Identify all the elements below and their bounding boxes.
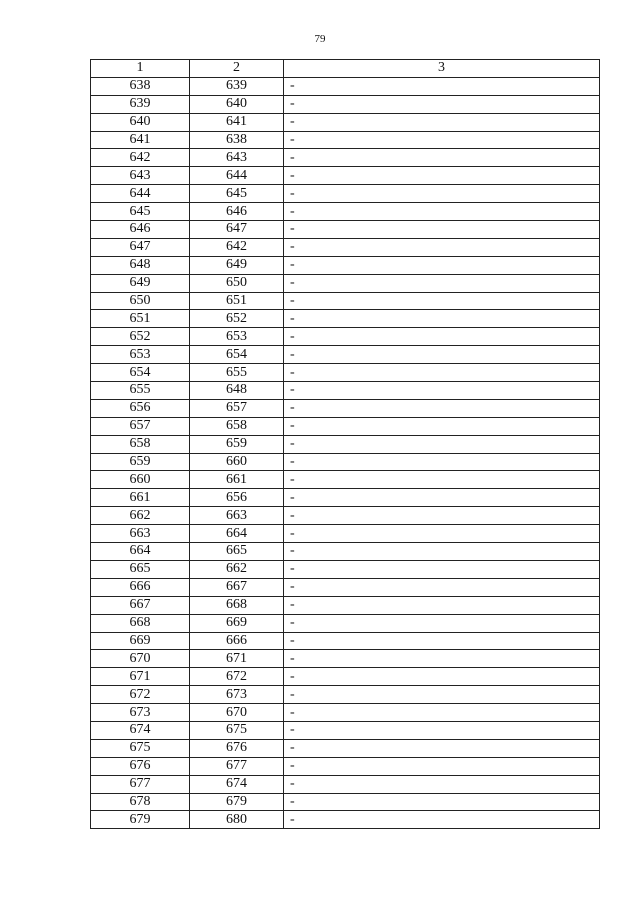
column-header-3: 3 bbox=[284, 60, 600, 78]
table-cell-col3: - bbox=[284, 578, 600, 596]
table-cell-col2: 680 bbox=[190, 811, 284, 829]
table-cell-col3: - bbox=[284, 292, 600, 310]
table-cell-col3: - bbox=[284, 471, 600, 489]
table-row bbox=[91, 596, 600, 614]
table-cell-col1: 652 bbox=[91, 328, 190, 346]
table-cell-col2: 648 bbox=[190, 382, 284, 400]
table-cell-col1: 638 bbox=[91, 77, 190, 95]
table-cell-col1: 651 bbox=[91, 310, 190, 328]
table-row bbox=[91, 238, 600, 256]
table-cell-col2: 652 bbox=[190, 310, 284, 328]
table-cell-col3: - bbox=[284, 811, 600, 829]
table-cell-col1: 640 bbox=[91, 113, 190, 131]
table-cell-col1: 639 bbox=[91, 95, 190, 113]
table-cell-col2: 643 bbox=[190, 149, 284, 167]
table-row bbox=[91, 185, 600, 203]
table-cell-col3: - bbox=[284, 435, 600, 453]
table-cell-col3: - bbox=[284, 453, 600, 471]
table-cell-col3: - bbox=[284, 543, 600, 561]
table-cell-col3: - bbox=[284, 793, 600, 811]
table-row bbox=[91, 256, 600, 274]
table-cell-col1: 653 bbox=[91, 346, 190, 364]
table-row bbox=[91, 489, 600, 507]
table-row bbox=[91, 203, 600, 221]
table-cell-col3: - bbox=[284, 382, 600, 400]
table-cell-col1: 668 bbox=[91, 614, 190, 632]
table-cell-col1: 677 bbox=[91, 775, 190, 793]
table-cell-col2: 668 bbox=[190, 596, 284, 614]
table-row bbox=[91, 221, 600, 239]
table-cell-col3: - bbox=[284, 364, 600, 382]
table-cell-col1: 663 bbox=[91, 525, 190, 543]
document-table bbox=[90, 59, 599, 829]
page-number: 79 bbox=[314, 33, 326, 45]
table-cell-col2: 662 bbox=[190, 560, 284, 578]
table-cell-col1: 659 bbox=[91, 453, 190, 471]
table-cell-col2: 646 bbox=[190, 203, 284, 221]
table-cell-col2: 638 bbox=[190, 131, 284, 149]
table-cell-col2: 658 bbox=[190, 417, 284, 435]
table-cell-col1: 658 bbox=[91, 435, 190, 453]
table-cell-col1: 661 bbox=[91, 489, 190, 507]
table-row bbox=[91, 382, 600, 400]
table-cell-col3: - bbox=[284, 686, 600, 704]
table-cell-col1: 656 bbox=[91, 399, 190, 417]
table-cell-col1: 664 bbox=[91, 543, 190, 561]
table-cell-col2: 649 bbox=[190, 256, 284, 274]
table-cell-col2: 654 bbox=[190, 346, 284, 364]
table-cell-col1: 666 bbox=[91, 578, 190, 596]
table-row bbox=[91, 525, 600, 543]
table-cell-col3: - bbox=[284, 95, 600, 113]
table-body bbox=[91, 77, 600, 828]
table-cell-col3: - bbox=[284, 274, 600, 292]
table-cell-col3: - bbox=[284, 167, 600, 185]
table-row bbox=[91, 471, 600, 489]
table-row bbox=[91, 721, 600, 739]
table-cell-col3: - bbox=[284, 489, 600, 507]
table-cell-col2: 661 bbox=[190, 471, 284, 489]
table-cell-col3: - bbox=[284, 739, 600, 757]
table-cell-col2: 655 bbox=[190, 364, 284, 382]
table-cell-col2: 640 bbox=[190, 95, 284, 113]
table-cell-col3: - bbox=[284, 113, 600, 131]
table-cell-col1: 673 bbox=[91, 704, 190, 722]
table-cell-col3: - bbox=[284, 203, 600, 221]
table-row bbox=[91, 757, 600, 775]
table-cell-col1: 679 bbox=[91, 811, 190, 829]
table-cell-col2: 660 bbox=[190, 453, 284, 471]
table-cell-col2: 674 bbox=[190, 775, 284, 793]
table-row bbox=[91, 399, 600, 417]
table-row bbox=[91, 131, 600, 149]
table-cell-col1: 644 bbox=[91, 185, 190, 203]
table-row bbox=[91, 346, 600, 364]
table-cell-col3: - bbox=[284, 560, 600, 578]
table-cell-col2: 639 bbox=[190, 77, 284, 95]
table-cell-col2: 641 bbox=[190, 113, 284, 131]
table-row bbox=[91, 167, 600, 185]
table-cell-col1: 678 bbox=[91, 793, 190, 811]
table-cell-col2: 659 bbox=[190, 435, 284, 453]
table-cell-col2: 644 bbox=[190, 167, 284, 185]
table-cell-col3: - bbox=[284, 775, 600, 793]
table-cell-col1: 676 bbox=[91, 757, 190, 775]
table-cell-col1: 674 bbox=[91, 721, 190, 739]
table-cell-col1: 675 bbox=[91, 739, 190, 757]
table-row bbox=[91, 578, 600, 596]
table-row bbox=[91, 113, 600, 131]
table-row bbox=[91, 364, 600, 382]
header-row bbox=[91, 60, 600, 78]
table-cell-col1: 641 bbox=[91, 131, 190, 149]
table-cell-col2: 657 bbox=[190, 399, 284, 417]
table-cell-col1: 646 bbox=[91, 221, 190, 239]
table-cell-col1: 645 bbox=[91, 203, 190, 221]
table-cell-col2: 672 bbox=[190, 668, 284, 686]
table-cell-col1: 665 bbox=[91, 560, 190, 578]
table-cell-col2: 656 bbox=[190, 489, 284, 507]
table-row bbox=[91, 95, 600, 113]
table-row bbox=[91, 292, 600, 310]
table-cell-col3: - bbox=[284, 596, 600, 614]
table-row bbox=[91, 793, 600, 811]
table-cell-col2: 645 bbox=[190, 185, 284, 203]
table-cell-col2: 667 bbox=[190, 578, 284, 596]
table-cell-col1: 647 bbox=[91, 238, 190, 256]
table-cell-col2: 650 bbox=[190, 274, 284, 292]
table-cell-col1: 657 bbox=[91, 417, 190, 435]
table-cell-col3: - bbox=[284, 77, 600, 95]
table-row bbox=[91, 704, 600, 722]
table-cell-col2: 677 bbox=[190, 757, 284, 775]
table-row bbox=[91, 668, 600, 686]
table-row bbox=[91, 328, 600, 346]
table-cell-col1: 667 bbox=[91, 596, 190, 614]
table-cell-col3: - bbox=[284, 346, 600, 364]
table-cell-col3: - bbox=[284, 185, 600, 203]
table-cell-col2: 669 bbox=[190, 614, 284, 632]
table-cell-col3: - bbox=[284, 632, 600, 650]
table-row bbox=[91, 453, 600, 471]
table-cell-col3: - bbox=[284, 650, 600, 668]
table-cell-col3: - bbox=[284, 614, 600, 632]
table-row bbox=[91, 632, 600, 650]
table-cell-col1: 670 bbox=[91, 650, 190, 668]
table-cell-col3: - bbox=[284, 721, 600, 739]
table-cell-col2: 666 bbox=[190, 632, 284, 650]
table-cell-col2: 651 bbox=[190, 292, 284, 310]
table-row bbox=[91, 435, 600, 453]
table-cell-col3: - bbox=[284, 310, 600, 328]
table-cell-col1: 654 bbox=[91, 364, 190, 382]
table-row bbox=[91, 417, 600, 435]
table-row bbox=[91, 274, 600, 292]
data-table bbox=[90, 59, 600, 829]
table-cell-col1: 671 bbox=[91, 668, 190, 686]
table-cell-col2: 671 bbox=[190, 650, 284, 668]
table-cell-col1: 643 bbox=[91, 167, 190, 185]
table-row bbox=[91, 149, 600, 167]
table-cell-col1: 672 bbox=[91, 686, 190, 704]
table-cell-col3: - bbox=[284, 149, 600, 167]
table-row bbox=[91, 686, 600, 704]
table-cell-col3: - bbox=[284, 757, 600, 775]
table-cell-col2: 647 bbox=[190, 221, 284, 239]
table-cell-col3: - bbox=[284, 399, 600, 417]
column-header-1: 1 bbox=[91, 60, 190, 78]
table-cell-col1: 655 bbox=[91, 382, 190, 400]
table-cell-col3: - bbox=[284, 704, 600, 722]
table-row bbox=[91, 614, 600, 632]
table-cell-col1: 662 bbox=[91, 507, 190, 525]
table-row bbox=[91, 775, 600, 793]
column-header-2: 2 bbox=[190, 60, 284, 78]
table-cell-col3: - bbox=[284, 221, 600, 239]
table-row bbox=[91, 77, 600, 95]
table-cell-col2: 663 bbox=[190, 507, 284, 525]
table-cell-col1: 669 bbox=[91, 632, 190, 650]
table-row bbox=[91, 507, 600, 525]
table-cell-col3: - bbox=[284, 256, 600, 274]
table-cell-col1: 650 bbox=[91, 292, 190, 310]
table-cell-col2: 664 bbox=[190, 525, 284, 543]
table-cell-col2: 676 bbox=[190, 739, 284, 757]
table-cell-col3: - bbox=[284, 507, 600, 525]
table-cell-col1: 648 bbox=[91, 256, 190, 274]
table-row bbox=[91, 811, 600, 829]
table-row bbox=[91, 650, 600, 668]
table-row bbox=[91, 739, 600, 757]
table-cell-col2: 642 bbox=[190, 238, 284, 256]
table-row bbox=[91, 310, 600, 328]
table-cell-col2: 675 bbox=[190, 721, 284, 739]
table-cell-col2: 653 bbox=[190, 328, 284, 346]
table-cell-col3: - bbox=[284, 328, 600, 346]
table-cell-col3: - bbox=[284, 668, 600, 686]
table-cell-col1: 642 bbox=[91, 149, 190, 167]
table-cell-col2: 670 bbox=[190, 704, 284, 722]
table-cell-col3: - bbox=[284, 525, 600, 543]
table-cell-col2: 665 bbox=[190, 543, 284, 561]
table-row bbox=[91, 543, 600, 561]
table-cell-col3: - bbox=[284, 131, 600, 149]
table-cell-col1: 660 bbox=[91, 471, 190, 489]
table-row bbox=[91, 560, 600, 578]
table-cell-col1: 649 bbox=[91, 274, 190, 292]
table-cell-col3: - bbox=[284, 238, 600, 256]
table-cell-col3: - bbox=[284, 417, 600, 435]
table-cell-col2: 679 bbox=[190, 793, 284, 811]
table-cell-col2: 673 bbox=[190, 686, 284, 704]
